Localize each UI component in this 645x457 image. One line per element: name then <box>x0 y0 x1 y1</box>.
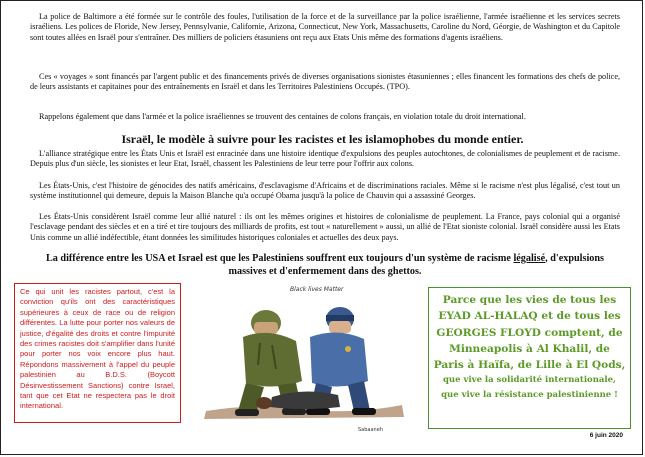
document-date: 6 juin 2020 <box>589 432 623 439</box>
solidarity-callout-box: Parce que les vies de tous les EYAD AL-HALAQ et de tous les GEORGES FLOYD comptent, de Minneapolis à Al Khalil, de Paris à Haïfa, de Lille à El Qods, que vive la solidarité internationale, que vive la résistance palestinienne ! <box>428 287 631 429</box>
paragraph-police-training: La police de Baltimore a été formée sur le contrôle des foules, l'utilisation de la force et de la surveillance par la police israélienne, l'armée israélienne et les services secrets israéliens. Les polices de Floride, New Jersey, Pennsylvanie, Californie, Arizona, Connecticut, New York, Massachusetts, Caroline du Nord, Géorgie, de Washington et du Capitole sont toutes allées en Israël pour s'entraîner. Des milliers de policiers étasuniens ont reçu aux Etats Unis même des formations d'agents israéliens. <box>30 12 620 42</box>
paragraph-voyages-funding: Ces « voyages » sont financés par l'argent public et des financements privés de diverses organisations sionistes étasuniennes ; elles financent les formations des chefs de police, de leurs assistants et capitaines pour des entraînements en Israël et dans les Territoires Palestiniens Occupés. (TPO). <box>30 72 620 92</box>
heading-difference: La différence entre les USA et Israel est que les Palestiniens souffrent eux toujours d'un système de racisme légalisé, d'expulsions massives et d'enfermement dans des ghettos. <box>45 253 605 277</box>
cartoon-illustration <box>198 279 410 436</box>
paragraph-french-settlers: Rappelons également que dans l'armée et la police israéliennes se trouvent des centaines de colons français, en violation totale du droit international. <box>39 112 526 121</box>
cartoon-caption: Black lives Matter <box>290 286 344 293</box>
heading-main: Israël, le modèle à suivre pour les racistes et les islamophobes du monde entier. <box>121 132 524 146</box>
paragraph-alliance: L'alliance stratégique entre les États Unis et Israël est enracinée dans une histoire identique d'expulsions des peuples autochtones, de colonialismes de peuplement et de racisme. Depuis plus d'un siècle, les sionistes et leur Etat, Israël, chassent les Palestiniens de leur terre pour l'offrir aux colons. <box>30 149 620 169</box>
cartoon-signature: Sabaaneh <box>358 427 383 433</box>
paragraph-usa-history: Les États-Unis, c'est l'histoire de génocides des natifs américains, d'esclavagisme d'Africains et de discriminations raciales. Même si le racisme n'est plus légalisé, c'est tout un système institutionnel qui demeure, depuis la Maison Blanche qu'a occupé Obama jusqu'à la police de Chauvin qui a assassiné Georges. <box>30 181 620 201</box>
paragraph-natural-ally: Les États-Unis considèrent Israël comme leur allié naturel : ils ont les mêmes origines et histoires de colonialisme de peuplement. La France, pays colonial qui a organisé l'esclavage pendant des siècles et en a tiré et tire toujours des milliards de profits, est tout « naturellement » aussi, un allié de l'Etat sioniste colonial. Israël considère aussi les Etats Unis comme un allié indéfectible, étant données les similitudes historiques coloniales et actuelles des deux pays. <box>30 212 620 242</box>
bds-callout-box: Ce qui unit les racistes partout, c'est la conviction qu'ils ont des caractéristiques supérieures à ceux de race ou de religion différentes. La lutte pour porter nos valeurs de justice, d'égalité des droits et contre l'impunité des crimes racistes doit s'amplifier dans l'unité pour porter nos voix encore plus haut. Répondons massivement à l'appel du peuple palestinien au B.D.S. (Boycott Désinvestissement Sanctions) contre Israel, tant que cet Etat ne respectera pas le droit international. <box>14 283 181 423</box>
